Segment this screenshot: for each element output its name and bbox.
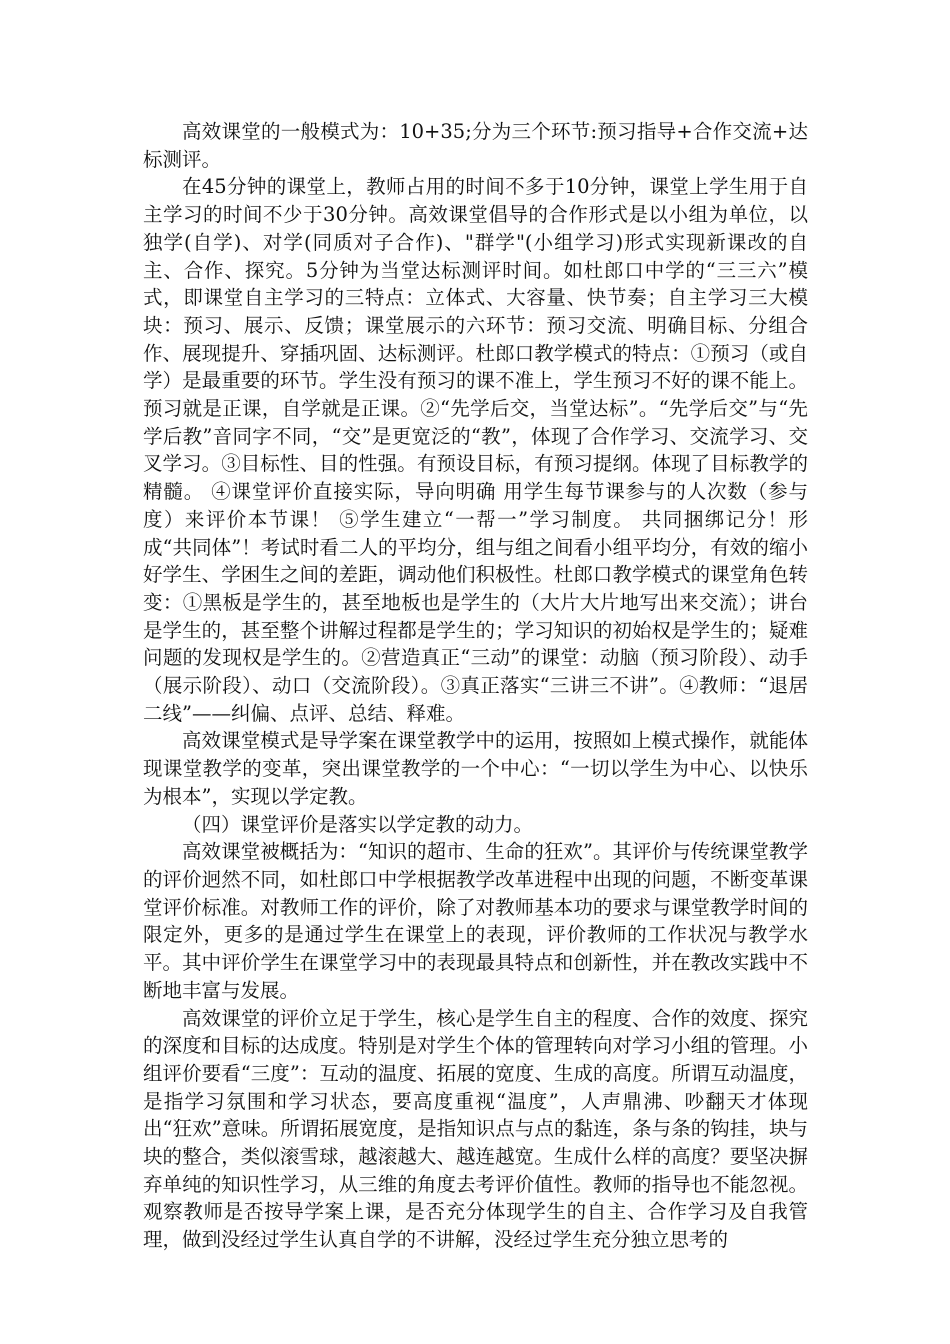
section-heading-evaluation: （四）课堂评价是落实以学定教的动力。 bbox=[182, 812, 534, 836]
paragraph-dulangkou-model: 在45分钟的课堂上，教师占用的时间不多于10分钟，课堂上学生用于自主学习的时间不少于30分钟。高效课堂倡导的合作形式是以小组为单位，以独学(自学)、对学(同质对子合作)、"群学"(小组学习)形式实现新课改的自主、合作、探究。5分钟为当堂达标测评时间。如杜郎口中学的“三三六”模式，即课堂自主学习的三特点：立体式、大容量、快节奏；自主学习三大模块：预习、展示、反馈；课堂展示的六环节：预习交流、明确目标、分组合作、展现提升、穿插巩固、达标测评。杜郎口教学模式的特点：①预习（或自学）是最重要的环节。学生没有预习的课不准上，学生预习不好的课不能上。预习就是正课，自学就是正课。②“先学后交，当堂达标”。“先学后交”与“先学后教”音同字不同，“交”是更宽泛的“教”，体现了合作学习、交流学习、交叉学习。③目标性、目的性强。有预设目标，有预习提纲。体现了目标教学的精髓。 ④课堂评价直接实际，导向明确 用学生每节课参与的人次数（参与度）来评价本节课！ ⑤学生建立“一帮一”学习制度。 共同捆绑记分！形成“共同体”！考试时看二人的平均分，组与组之间看小组平均分，有效的缩小好学生、学困生之间的差距，调动他们积极性。杜郎口教学模式的课堂角色转变：①黑板是学生的，甚至地板也是学生的（大片大片地写出来交流）；讲台是学生的，甚至整个讲解过程都是学生的；学习知识的初始权是学生的；疑难问题的发现权是学生的。②营造真正“三动”的课堂：动脑（预习阶段）、动手（展示阶段）、动口（交流阶段）。③真正落实“三讲三不讲”。④教师：“退居二线”——纠偏、点评、总结、释难。 bbox=[143, 175, 808, 725]
paragraph-evaluation-summary: 高效课堂被概括为：“知识的超市、生命的狂欢”。其评价与传统课堂教学的评价迥然不同，如杜郎口中学根据教学改革进程中出现的问题，不断变革课堂评价标准。对教师工作的评价，除了对教师基本功的要求与课堂教学时间的限定外，更多的是通过学生在课堂上的表现，评价教师的工作状况与教学水平。其中评价学生在课堂学习中的表现最具特点和创新性，并在教改实践中不断地丰富与发展。 bbox=[143, 840, 808, 1002]
paragraph-guided-learning: 高效课堂模式是导学案在课堂教学中的运用，按照如上模式操作，就能体现课堂教学的变革，突出课堂教学的一个中心：“一切以学生为中心、以快乐为根本”，实现以学定教。 bbox=[143, 729, 808, 808]
paragraph-model-overview: 高效课堂的一般模式为：10+35;分为三个环节:预习指导+合作交流+达标测评。 bbox=[143, 120, 808, 171]
paragraph-evaluation-details: 高效课堂的评价立足于学生，核心是学生自主的程度、合作的效度、探究的深度和目标的达成度。特别是对学生个体的管理转向对学习小组的管理。小组评价要看“三度”：互动的温度、拓展的宽度、生成的高度。所谓互动温度，是指学习氛围和学习状态，要高度重视“温度”，人声鼎沸、吵翻天才体现出“狂欢”意味。所谓拓展宽度，是指知识点与点的黏连，条与条的钩挂，块与块的整合，类似滚雪球，越滚越大、越连越宽。生成什么样的高度？要坚决摒弃单纯的知识性学习，从三维的角度去考评价值性。教师的指导也不能忽视。观察教师是否按导学案上课，是否充分体现学生的自主、合作学习及自我管理，做到没经过学生认真自学的不讲解，没经过学生充分独立思考的 bbox=[143, 1006, 808, 1252]
document-body bbox=[143, 118, 808, 1254]
